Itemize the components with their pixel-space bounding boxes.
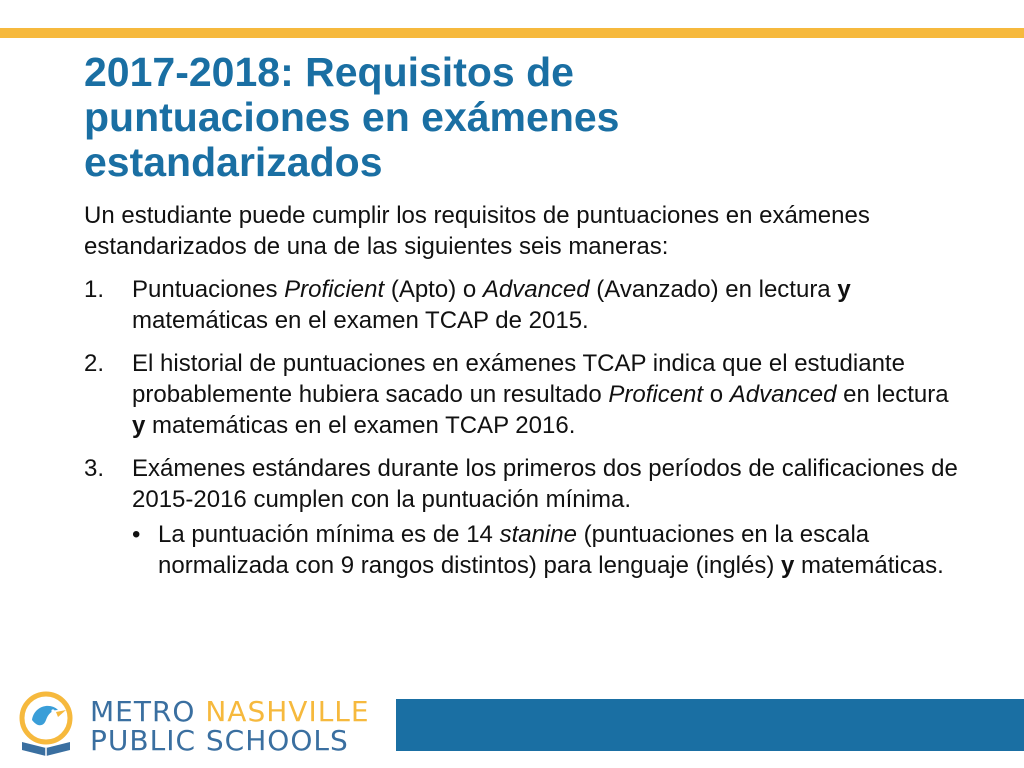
logo-line-2: PUBLIC SCHOOLS [90, 724, 349, 757]
list-number: 1. [84, 276, 105, 303]
list-item-2 [84, 348, 964, 441]
slide-title [84, 50, 984, 185]
list-item-3 [84, 453, 964, 581]
footer-bar [396, 699, 1024, 751]
intro-paragraph: Un estudiante puede cumplir los requisitos de puntuaciones en exámenes estandarizados de una de las siguientes seis maneras: [84, 202, 870, 260]
list-item-1 [84, 274, 964, 336]
title-line-1: 2017-2018: Requisitos de [84, 49, 574, 95]
sub-bullet-item [132, 519, 964, 581]
item-text: Puntuaciones Proficient (Apto) o Advanced (Avanzado) en lectura y matemáticas en el examen TCAP de 2015. [132, 276, 851, 334]
sub-item-text: La puntuación mínima es de 14 stanine (puntuaciones en la escala normalizada con 9 rangos distintos) para lenguaje (inglés) y matemáticas. [158, 521, 944, 579]
title-line-2: puntuaciones en exámenes [84, 94, 620, 140]
slide-body [84, 200, 964, 593]
logo-wordmark [90, 697, 370, 755]
list-number: 2. [84, 350, 105, 377]
item-text: Exámenes estándares durante los primeros dos períodos de calificaciones de 2015-2016 cumplen con la puntuación mínima. [132, 455, 958, 513]
logo-line-1: METRO NASHVILLE [90, 695, 370, 728]
bullet-icon: • [132, 521, 141, 548]
bird-book-icon [16, 690, 78, 758]
top-accent-bar [0, 28, 1024, 38]
list-number: 3. [84, 455, 105, 482]
title-line-3: estandarizados [84, 139, 383, 185]
item-text: El historial de puntuaciones en exámenes TCAP indica que el estudiante probablemente hubiera sacado un resultado Proficent o Advanced en lectura y matemáticas en el examen TCAP 2016. [132, 350, 949, 439]
